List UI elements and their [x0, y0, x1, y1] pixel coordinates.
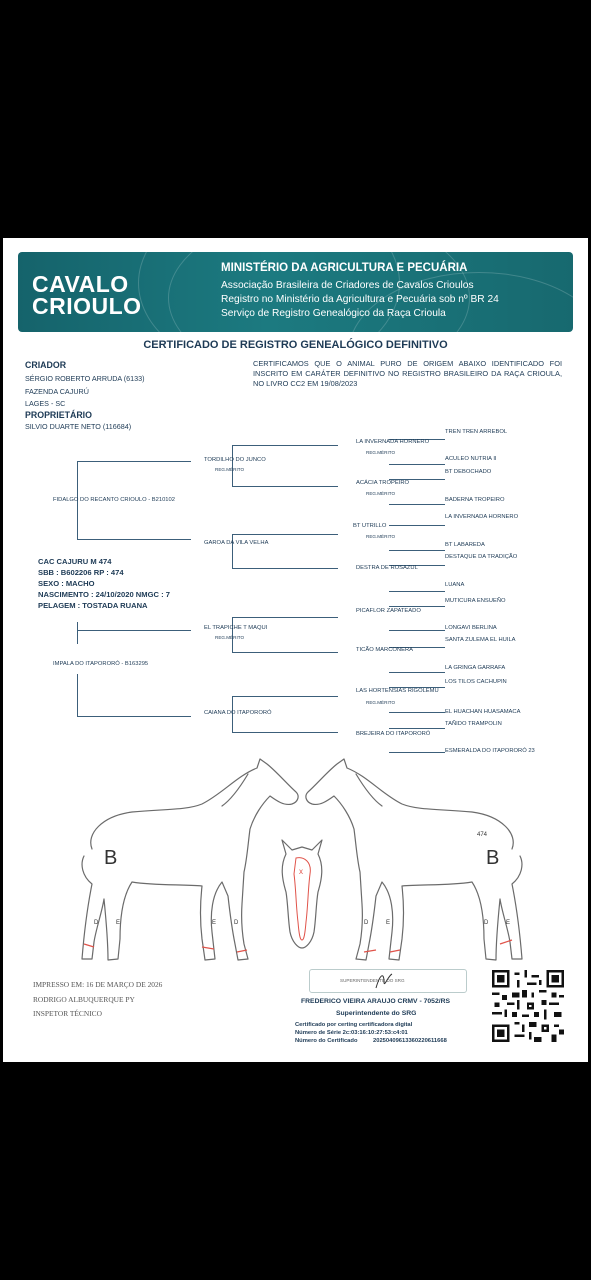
animal-sbb: SBB : B602206 RP : 474 [38, 568, 124, 577]
logo-text-line1: CAVALO [32, 271, 129, 297]
ministry-title: MINISTÉRIO DA AGRICULTURA E PECUÁRIA [221, 262, 468, 274]
criador-name: SÉRGIO ROBERTO ARRUDA (6133) [25, 374, 145, 383]
criador-farm: FAZENDA CAJURÚ [25, 387, 89, 396]
horse-identification-drawing [72, 754, 532, 979]
header-association: Associação Brasileira de Criadores de Cavalos Crioulos [221, 280, 474, 291]
print-date: IMPRESSO EM: 16 DE MARÇO DE 2026 [33, 980, 163, 989]
signature-stamp [309, 969, 467, 993]
head-front-outline [282, 840, 322, 948]
pedigree-gen4-15: TAÑIDO TRAMPOLIN [445, 721, 502, 727]
pedigree-gen4-12: LA GRINGA GARRAFA [445, 665, 506, 671]
leg-mark-right-hind [390, 950, 400, 952]
head-mark-symbol: x [299, 867, 303, 876]
animal-nascimento: NASCIMENTO : 24/10/2020 NMGC : 7 [38, 590, 170, 599]
letter-d-right: D [484, 920, 489, 926]
leg-mark-left-rear [84, 944, 94, 947]
merito-badge: REG.MÉRITO [366, 700, 396, 705]
pedigree-gen2-2: GAROA DA VILA VELHA [204, 540, 269, 546]
criador-city: LAGES - SC [25, 399, 66, 408]
pedigree-gen3-1: LA INVERNADA HORNERO [356, 439, 430, 445]
inspector-title: INSPETOR TÉCNICO [33, 1009, 102, 1018]
pedigree-gen3-3: BT UTRILLO [353, 523, 387, 529]
stamp-text: SUPERINTENDENTE DO SRG [340, 978, 405, 983]
animal-pelagem: PELAGEM : TOSTADA RUANA [38, 601, 148, 610]
inspector-name: RODRIGO ALBUQUERQUE PY [33, 995, 135, 1004]
leg-mark-right-front [364, 950, 376, 952]
logo-text-line2: CRIOULO [32, 293, 142, 319]
brand-right: B [486, 847, 500, 869]
animal-sexo: SEXO : MACHO [38, 579, 95, 588]
pedigree-gen3-8: BREJEIRA DO ITAPORORÓ [356, 731, 431, 737]
header-band [18, 252, 573, 332]
letter-d-left: D [94, 920, 99, 926]
pedigree-gen3-5: PICAFLOR ZAPATEADO [356, 608, 421, 614]
header-registry: Registro no Ministério da Agricultura e Pecuária sob nº BR 24 [221, 294, 499, 305]
letter-e-front: E [212, 920, 217, 926]
pedigree-gen2-1: TORDILHO DO JUNCO [204, 457, 266, 463]
pedigree-gen4-13: LOS TILOS CACHUPIN [445, 679, 507, 685]
brand-number: 474 [477, 832, 488, 838]
animal-name: CAC CAJURU M 474 [38, 557, 112, 566]
pedigree-gen4-1: TREN TREN ARREBOL [445, 429, 508, 435]
pedigree-gen4-7: DESTAQUE DA TRADIÇÃO [445, 554, 518, 560]
pedigree-gen3-2: ACÁCIA TROPEIRO [356, 480, 410, 486]
pedigree-gen4-9: MUTICURA ENSUEÑO [445, 598, 506, 604]
pedigree-gen4-4: BADERNA TROPEIRO [445, 497, 505, 503]
serial-number: Número de Série 2c:03:16:10:27:53:c4:01 [295, 1030, 408, 1036]
pedigree-gen2-4: CAIANA DO ITAPORORÓ [204, 710, 272, 716]
certificate-number: 20250409613360220611668 [373, 1038, 447, 1044]
merito-badge: REG.MÉRITO [366, 450, 396, 455]
pedigree-gen4-2: ACULEO NUTRIA II [445, 456, 497, 462]
declaration-text: CERTIFICAMOS QUE O ANIMAL PURO DE ORIGEM ABAIXO IDENTIFICADO FOI INSCRITO EM CARÁTER DEFINITIVO NO REGISTRO BRASILEIRO DA RAÇA CRIOULA, NO LIVRO CC2 EM 19/08/2023 [253, 359, 562, 388]
pedigree-gen4-8: LUANA [445, 582, 465, 588]
merito-badge: REG.MÉRITO [366, 491, 396, 496]
letter-e-left: E [116, 920, 121, 926]
pedigree-gen4-14: EL HUACHAN HUASAMACA [445, 709, 521, 715]
signer-title: Superintendente do SRG [336, 1010, 417, 1017]
pedigree-sire: FIDALGO DO RECANTO CRIOULO - B210102 [53, 497, 175, 503]
pedigree-gen2-3: EL TRAPICHE T MAQUI [204, 625, 268, 631]
pedigree-gen4-5: LA INVERNADA HORNERO [445, 514, 519, 520]
pedigree-gen4-10: LONGAVI BERLINA [445, 625, 497, 631]
merito-badge: REG.MÉRITO [215, 635, 245, 640]
qr-code-icon[interactable] [492, 970, 564, 1042]
pedigree-gen3-7: LAS HORTENSIAS RIGOLEMU [356, 688, 439, 694]
pedigree-gen4-11: SANTA ZULEMA EL HUILA [445, 637, 516, 643]
digital-cert-text: Certificado por certing certificadora digital [295, 1022, 413, 1028]
signer-name: FREDERICO VIEIRA ARAUJO CRMV - 7052/RS [301, 998, 451, 1005]
pedigree-dam: IMPALA DO ITAPORORÓ - B163295 [53, 661, 149, 667]
criador-label: CRIADOR [25, 360, 67, 370]
certificate-document [3, 238, 588, 1062]
pedigree-gen3-6: TICÃO MARCONERA [356, 647, 414, 653]
proprietario-label: PROPRIETÁRIO [25, 410, 92, 420]
pedigree-gen3-4: DESTRA DE ROSAZUL [356, 565, 418, 571]
letter-d-front: D [234, 920, 239, 926]
pedigree-gen4-16: ESMERALDA DO ITAPORORÓ 23 [445, 748, 535, 754]
letter-e-right: E [506, 920, 511, 926]
certificate-title: CERTIFICADO DE REGISTRO GENEALÓGICO DEFINITIVO [143, 339, 448, 351]
letter-d-right-front: D [364, 920, 369, 926]
signature-scribble [372, 970, 396, 992]
letter-e-right-front: E [386, 920, 391, 926]
proprietario-name: SILVIO DUARTE NETO (116684) [25, 422, 132, 431]
merito-badge: REG.MÉRITO [366, 534, 396, 539]
pedigree-gen4-3: BT DEBOCHADO [445, 469, 492, 475]
pedigree-gen4-6: BT LABAREDA [445, 542, 485, 548]
header-service: Serviço de Registro Genealógico da Raça Crioula [221, 308, 446, 319]
brand-left: B [104, 847, 118, 869]
certificate-number-label: Número do Certificado [295, 1038, 358, 1044]
merito-badge: REG.MÉRITO [215, 467, 245, 472]
